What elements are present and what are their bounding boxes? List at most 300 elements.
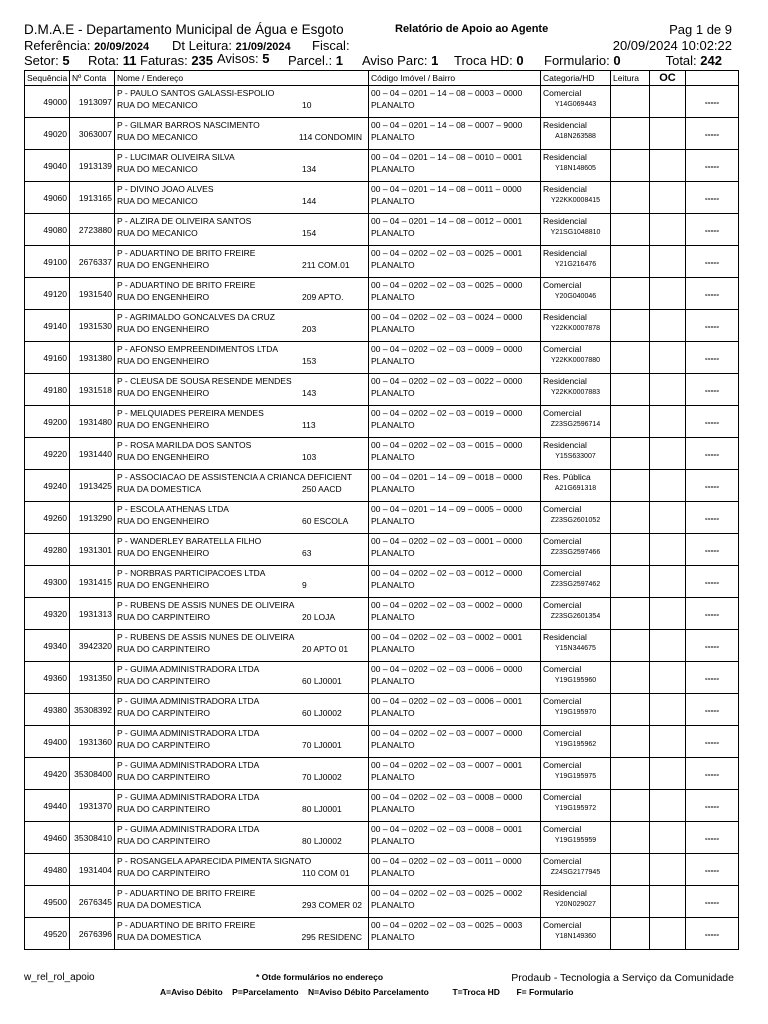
categoria: Comercial — [543, 856, 582, 866]
conta-cell: 1913290 — [70, 502, 115, 534]
nome: P - WANDERLEY BARATELLA FILHO — [117, 536, 262, 546]
codigo-imovel: 00 – 04 – 0201 – 14 – 08 – 0003 – 0000 — [371, 88, 523, 98]
table-row — [25, 662, 739, 694]
table-row — [25, 918, 739, 950]
oc-cell[interactable] — [650, 630, 686, 662]
oc-dashes: ----- — [686, 886, 739, 918]
codigo-imovel: 00 – 04 – 0202 – 02 – 03 – 0007 – 0000 — [371, 728, 523, 738]
categoria: Res. Pública — [543, 472, 591, 482]
report-table — [24, 70, 739, 950]
codigo-bairro-cell — [369, 630, 541, 662]
nome-endereco-cell — [115, 790, 369, 822]
categoria-cell — [541, 374, 611, 406]
bairro: PLANALTO — [371, 420, 415, 430]
col-oc: OC — [650, 71, 686, 86]
oc-cell[interactable] — [650, 918, 686, 950]
codigo-bairro-cell — [369, 118, 541, 150]
rua: RUA DO ENGENHEIRO — [117, 388, 210, 398]
oc-dashes: ----- — [686, 758, 739, 790]
rua: RUA DO ENGENHEIRO — [117, 452, 210, 462]
table-row — [25, 374, 739, 406]
footer-company: Prodaub - Tecnologia a Serviço da Comunidade — [511, 972, 734, 984]
rua: RUA DO CARPINTEIRO — [117, 612, 211, 622]
nome: P - RUBENS DE ASSIS NUNES DE OLIVEIRA — [117, 600, 295, 610]
oc-cell[interactable] — [650, 118, 686, 150]
sequencia-cell: 49240 — [25, 470, 70, 502]
parcel-value: 1 — [335, 53, 343, 68]
conta-cell: 1913139 — [70, 150, 115, 182]
hidrometro: Y22KK0007878 — [550, 325, 601, 332]
codigo-imovel: 00 – 04 – 0202 – 02 – 03 – 0002 – 0001 — [371, 632, 523, 642]
categoria: Comercial — [543, 280, 582, 290]
categoria-cell — [541, 886, 611, 918]
codigo-imovel: 00 – 04 – 0201 – 14 – 09 – 0005 – 0000 — [371, 504, 523, 514]
nome-endereco-cell — [115, 918, 369, 950]
oc-dashes: ----- — [686, 566, 739, 598]
rua: RUA DO CARPINTEIRO — [117, 804, 211, 814]
bairro: PLANALTO — [371, 324, 415, 334]
oc-cell[interactable] — [650, 150, 686, 182]
leitura-cell[interactable] — [611, 918, 650, 950]
numero: 250 AACD — [302, 484, 342, 494]
conta-cell: 1931313 — [70, 598, 115, 630]
rua: RUA DA DOMESTICA — [117, 900, 202, 910]
table-row — [25, 566, 739, 598]
categoria-cell — [541, 758, 611, 790]
categoria-cell — [541, 726, 611, 758]
oc-dashes: ----- — [686, 246, 739, 278]
nome-endereco-cell — [115, 854, 369, 886]
setor-value: 5 — [62, 53, 70, 68]
rua: RUA DO ENGENHEIRO — [117, 356, 210, 366]
rua: RUA DO MECANICO — [117, 100, 198, 110]
numero: 20 APTO 01 — [302, 644, 349, 654]
leitura-cell[interactable] — [611, 438, 650, 470]
nome-endereco-cell — [115, 342, 369, 374]
oc-cell[interactable] — [650, 598, 686, 630]
categoria: Comercial — [543, 696, 582, 706]
hidrometro: Z24SG2177945 — [550, 869, 601, 876]
numero: 203 — [302, 324, 317, 334]
rua: RUA DO ENGENHEIRO — [117, 260, 210, 270]
hidrometro: Y19G195972 — [554, 805, 597, 812]
table-row — [25, 854, 739, 886]
table-header-row — [25, 71, 739, 86]
bairro: PLANALTO — [371, 804, 415, 814]
leitura-cell[interactable] — [611, 598, 650, 630]
oc-cell[interactable] — [650, 246, 686, 278]
nome: P - GUIMA ADMINISTRADORA LTDA — [117, 728, 260, 738]
leitura-cell[interactable] — [611, 214, 650, 246]
categoria: Comercial — [543, 600, 582, 610]
nome-endereco-cell — [115, 374, 369, 406]
rua: RUA DO CARPINTEIRO — [117, 676, 211, 686]
oc-dashes: ----- — [686, 374, 739, 406]
oc-cell[interactable] — [650, 342, 686, 374]
leitura-cell[interactable] — [611, 278, 650, 310]
oc-cell[interactable] — [650, 566, 686, 598]
numero: 10 — [302, 100, 312, 110]
oc-cell[interactable] — [650, 470, 686, 502]
conta-cell: 35308392 — [70, 694, 115, 726]
hidrometro: Z23SG2601052 — [550, 517, 601, 524]
rota — [88, 53, 136, 68]
conta-cell: 1931380 — [70, 342, 115, 374]
numero: 209 APTO. — [302, 292, 344, 302]
conta-cell: 1931415 — [70, 566, 115, 598]
referencia-value: 20/09/2024 — [94, 41, 150, 53]
codigo-imovel: 00 – 04 – 0202 – 02 – 03 – 0002 – 0000 — [371, 600, 523, 610]
nome-endereco-cell — [115, 822, 369, 854]
categoria: Residencial — [543, 440, 587, 450]
hidrometro: A18N263588 — [555, 133, 596, 140]
codigo-bairro-cell — [369, 822, 541, 854]
oc-cell[interactable] — [650, 374, 686, 406]
col-nome-endereco: Nome / Endereço — [115, 71, 369, 86]
troca-hd-label: Troca HD: — [454, 53, 513, 68]
oc-cell[interactable] — [650, 534, 686, 566]
report-title: Relatório de Apoio ao Agente — [395, 23, 549, 35]
categoria-cell — [541, 150, 611, 182]
referencia-label: Referência: — [24, 38, 91, 53]
table-row — [25, 86, 739, 118]
categoria-cell — [541, 214, 611, 246]
numero: 113 — [302, 420, 316, 430]
categoria: Comercial — [543, 760, 582, 770]
codigo-imovel: 00 – 04 – 0202 – 02 – 03 – 0008 – 0001 — [371, 824, 523, 834]
formulario-label: Formulario: — [544, 53, 610, 68]
numero: 154 — [302, 228, 317, 238]
hidrometro: Y21SG1048810 — [550, 229, 601, 236]
codigo-bairro-cell — [369, 758, 541, 790]
bairro: PLANALTO — [371, 932, 415, 942]
nome-endereco-cell — [115, 630, 369, 662]
numero: 295 RESIDENC — [301, 932, 362, 942]
oc-dashes: ----- — [686, 598, 739, 630]
setor-label: Setor: — [24, 53, 59, 68]
leitura-cell[interactable] — [611, 342, 650, 374]
rua: RUA DO ENGENHEIRO — [117, 292, 210, 302]
nome-endereco-cell — [115, 310, 369, 342]
leitura-cell[interactable] — [611, 502, 650, 534]
nome-endereco-cell — [115, 534, 369, 566]
sequencia-cell: 49500 — [25, 886, 70, 918]
oc-cell[interactable] — [650, 502, 686, 534]
leitura-cell[interactable] — [611, 118, 650, 150]
categoria: Residencial — [543, 312, 587, 322]
sequencia-cell: 49300 — [25, 566, 70, 598]
aviso-parc — [362, 53, 438, 68]
categoria: Residencial — [543, 216, 587, 226]
codigo-imovel: 00 – 04 – 0201 – 14 – 09 – 0018 – 0000 — [371, 472, 523, 482]
categoria: Comercial — [543, 728, 582, 738]
sequencia-cell: 49000 — [25, 86, 70, 118]
page-indicator: Pag 1 de 9 — [669, 22, 732, 37]
sequencia-cell: 49340 — [25, 630, 70, 662]
sequencia-cell: 49280 — [25, 534, 70, 566]
rua: RUA DO MECANICO — [117, 196, 198, 206]
categoria-cell — [541, 86, 611, 118]
codigo-bairro-cell — [369, 406, 541, 438]
oc-dashes: ----- — [686, 438, 739, 470]
numero: 80 LJ0001 — [302, 804, 342, 814]
leitura-cell[interactable] — [611, 630, 650, 662]
nome: P - RUBENS DE ASSIS NUNES DE OLIVEIRA — [117, 632, 295, 642]
oc-dashes: ----- — [686, 342, 739, 374]
hidrometro: Y18N148605 — [555, 165, 596, 172]
nome-endereco-cell — [115, 566, 369, 598]
table-row — [25, 694, 739, 726]
leitura-cell[interactable] — [611, 566, 650, 598]
formulario-value: 0 — [613, 53, 621, 68]
col-categoria: Categoria/HD — [541, 71, 611, 86]
table-row — [25, 406, 739, 438]
numero: 143 — [302, 388, 317, 398]
conta-cell: 1931518 — [70, 374, 115, 406]
conta-cell: 2676345 — [70, 886, 115, 918]
hidrometro: Z23SG2601354 — [550, 613, 601, 620]
total-label: Total: — [665, 53, 697, 68]
conta-cell: 1931480 — [70, 406, 115, 438]
nome-endereco-cell — [115, 886, 369, 918]
faturas-value: 235 — [191, 53, 214, 68]
categoria: Comercial — [543, 792, 582, 802]
leitura-cell[interactable] — [611, 726, 650, 758]
conta-cell: 1931440 — [70, 438, 115, 470]
table-row — [25, 758, 739, 790]
categoria-cell — [541, 662, 611, 694]
table-row — [25, 182, 739, 214]
col-codigo-bairro: Código Imóvel / Bairro — [369, 71, 541, 86]
categoria: Residencial — [543, 888, 587, 898]
oc-dashes: ----- — [686, 918, 739, 950]
leitura-cell[interactable] — [611, 150, 650, 182]
numero: 70 LJ0001 — [302, 740, 342, 750]
nome-endereco-cell — [115, 694, 369, 726]
codigo-bairro-cell — [369, 374, 541, 406]
categoria-cell — [541, 694, 611, 726]
avisos-label: Avisos: — [217, 51, 259, 66]
leitura-cell[interactable] — [611, 534, 650, 566]
sequencia-cell: 49180 — [25, 374, 70, 406]
conta-cell: 1931350 — [70, 662, 115, 694]
categoria-cell — [541, 182, 611, 214]
leitura-cell[interactable] — [611, 310, 650, 342]
leitura-cell[interactable] — [611, 246, 650, 278]
leitura-cell[interactable] — [611, 758, 650, 790]
col-oc-value — [686, 71, 739, 86]
sequencia-cell: 49100 — [25, 246, 70, 278]
categoria-cell — [541, 918, 611, 950]
codigo-imovel: 00 – 04 – 0201 – 14 – 08 – 0011 – 0000 — [371, 184, 522, 194]
table-row — [25, 886, 739, 918]
bairro: PLANALTO — [371, 100, 415, 110]
nome: P - ADUARTINO DE BRITO FREIRE — [117, 920, 256, 930]
oc-cell[interactable] — [650, 278, 686, 310]
categoria-cell — [541, 630, 611, 662]
oc-cell[interactable] — [650, 726, 686, 758]
hidrometro: Y19G195975 — [554, 773, 597, 780]
table-row — [25, 790, 739, 822]
codigo-bairro-cell — [369, 470, 541, 502]
rua: RUA DA DOMESTICA — [117, 932, 202, 942]
leitura-cell[interactable] — [611, 694, 650, 726]
numero: 70 LJ0002 — [302, 772, 342, 782]
leitura-cell[interactable] — [611, 406, 650, 438]
total-value: 242 — [700, 53, 722, 68]
nome: P - ALZIRA DE OLIVEIRA SANTOS — [117, 216, 252, 226]
oc-cell[interactable] — [650, 790, 686, 822]
aviso-parc-value: 1 — [431, 53, 439, 68]
oc-cell[interactable] — [650, 662, 686, 694]
codigo-imovel: 00 – 04 – 0202 – 02 – 03 – 0025 – 0003 — [371, 920, 523, 930]
leitura-cell[interactable] — [611, 790, 650, 822]
leitura-cell[interactable] — [611, 854, 650, 886]
numero: 60 LJ0001 — [302, 676, 342, 686]
rua: RUA DA DOMESTICA — [117, 484, 202, 494]
codigo-imovel: 00 – 04 – 0202 – 02 – 03 – 0009 – 0000 — [371, 344, 523, 354]
bairro: PLANALTO — [371, 676, 415, 686]
sequencia-cell: 49460 — [25, 822, 70, 854]
leitura-cell[interactable] — [611, 182, 650, 214]
oc-cell[interactable] — [650, 406, 686, 438]
troca-hd — [454, 53, 524, 68]
categoria-cell — [541, 566, 611, 598]
rota-label: Rota: — [88, 53, 120, 68]
rua: RUA DO CARPINTEIRO — [117, 772, 211, 782]
nome-endereco-cell — [115, 150, 369, 182]
oc-cell[interactable] — [650, 886, 686, 918]
oc-dashes: ----- — [686, 630, 739, 662]
rua: RUA DO MECANICO — [117, 164, 198, 174]
leitura-cell[interactable] — [611, 886, 650, 918]
oc-cell[interactable] — [650, 310, 686, 342]
rua: RUA DO CARPINTEIRO — [117, 836, 211, 846]
faturas — [140, 53, 213, 68]
nome: P - GUIMA ADMINISTRADORA LTDA — [117, 664, 260, 674]
nome-endereco-cell — [115, 502, 369, 534]
oc-cell[interactable] — [650, 214, 686, 246]
numero: 293 COMER 02 — [302, 900, 362, 910]
oc-cell[interactable] — [650, 758, 686, 790]
sequencia-cell: 49200 — [25, 406, 70, 438]
leitura-cell[interactable] — [611, 662, 650, 694]
oc-dashes: ----- — [686, 214, 739, 246]
codigo-imovel: 00 – 04 – 0202 – 02 – 03 – 0025 – 0001 — [371, 248, 523, 258]
categoria-cell — [541, 342, 611, 374]
rua: RUA DO ENGENHEIRO — [117, 580, 210, 590]
oc-cell[interactable] — [650, 438, 686, 470]
rua: RUA DO CARPINTEIRO — [117, 708, 211, 718]
table-row — [25, 310, 739, 342]
dt-leitura-value: 21/09/2024 — [235, 41, 291, 53]
codigo-bairro-cell — [369, 694, 541, 726]
numero: 60 LJ0002 — [302, 708, 342, 718]
numero: 144 — [302, 196, 317, 206]
oc-dashes: ----- — [686, 470, 739, 502]
categoria: Comercial — [543, 920, 582, 930]
nome-endereco-cell — [115, 470, 369, 502]
numero: 63 — [302, 548, 312, 558]
codigo-imovel: 00 – 04 – 0202 – 02 – 03 – 0025 – 0002 — [371, 888, 523, 898]
codigo-imovel: 00 – 04 – 0202 – 02 – 03 – 0006 – 0001 — [371, 696, 523, 706]
leitura-cell[interactable] — [611, 470, 650, 502]
conta-cell: 2676396 — [70, 918, 115, 950]
sequencia-cell: 49400 — [25, 726, 70, 758]
nome-endereco-cell — [115, 278, 369, 310]
sequencia-cell: 49380 — [25, 694, 70, 726]
total — [666, 53, 722, 68]
hidrometro: Y15N344675 — [555, 645, 596, 652]
sequencia-cell: 49420 — [25, 758, 70, 790]
numero: 134 — [302, 164, 317, 174]
hidrometro: Y22KK0007880 — [550, 357, 601, 364]
referencia — [24, 38, 149, 53]
bairro: PLANALTO — [371, 612, 415, 622]
conta-cell: 1931540 — [70, 278, 115, 310]
oc-cell[interactable] — [650, 854, 686, 886]
oc-cell[interactable] — [650, 822, 686, 854]
oc-cell[interactable] — [650, 182, 686, 214]
bairro: PLANALTO — [371, 868, 415, 878]
categoria: Comercial — [543, 568, 582, 578]
nome: P - NORBRAS PARTICIPACOES LTDA — [117, 568, 266, 578]
categoria: Comercial — [543, 344, 582, 354]
bairro: PLANALTO — [371, 292, 415, 302]
bairro: PLANALTO — [371, 900, 415, 910]
bairro: PLANALTO — [371, 484, 415, 494]
leitura-cell[interactable] — [611, 374, 650, 406]
hidrometro: Y18N149360 — [555, 933, 596, 940]
codigo-imovel: 00 – 04 – 0201 – 14 – 08 – 0010 – 0001 — [371, 152, 523, 162]
categoria-cell — [541, 822, 611, 854]
hidrometro: Z23SG2596714 — [550, 421, 601, 428]
nome: P - GUIMA ADMINISTRADORA LTDA — [117, 696, 260, 706]
conta-cell: 35308400 — [70, 758, 115, 790]
table-row — [25, 470, 739, 502]
table-row — [25, 502, 739, 534]
categoria: Residencial — [543, 152, 587, 162]
hidrometro: Z23SG2597462 — [550, 581, 601, 588]
oc-dashes: ----- — [686, 118, 739, 150]
categoria: Residencial — [543, 632, 587, 642]
codigo-imovel: 00 – 04 – 0202 – 02 – 03 – 0019 – 0000 — [371, 408, 523, 418]
leitura-cell[interactable] — [611, 822, 650, 854]
leitura-cell[interactable] — [611, 86, 650, 118]
conta-cell: 1913097 — [70, 86, 115, 118]
codigo-bairro-cell — [369, 534, 541, 566]
bairro: PLANALTO — [371, 356, 415, 366]
table-row — [25, 150, 739, 182]
hidrometro: Y20G040046 — [554, 293, 597, 300]
oc-dashes: ----- — [686, 182, 739, 214]
rua: RUA DO CARPINTEIRO — [117, 868, 211, 878]
nome: P - GUIMA ADMINISTRADORA LTDA — [117, 824, 260, 834]
nome: P - ROSANGELA APARECIDA PIMENTA SIGNATO — [117, 856, 312, 866]
table-row — [25, 726, 739, 758]
rua: RUA DO ENGENHEIRO — [117, 420, 210, 430]
oc-dashes: ----- — [686, 278, 739, 310]
categoria-cell — [541, 406, 611, 438]
categoria: Residencial — [543, 376, 587, 386]
bairro: PLANALTO — [371, 516, 415, 526]
codigo-bairro-cell — [369, 566, 541, 598]
nome: P - ADUARTINO DE BRITO FREIRE — [117, 248, 256, 258]
oc-cell[interactable] — [650, 694, 686, 726]
categoria-cell — [541, 246, 611, 278]
nome: P - GILMAR BARROS NASCIMENTO — [117, 120, 260, 130]
oc-cell[interactable] — [650, 86, 686, 118]
